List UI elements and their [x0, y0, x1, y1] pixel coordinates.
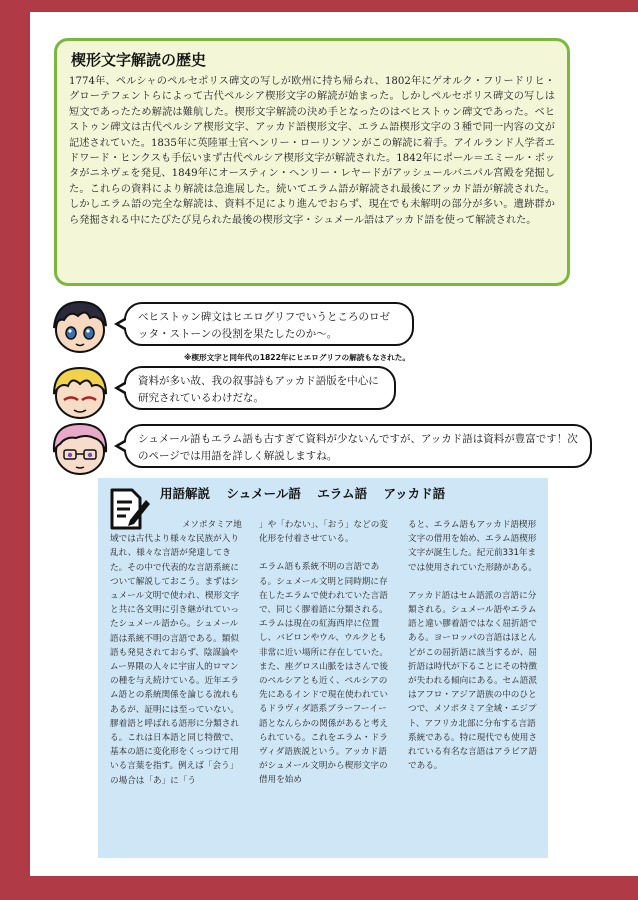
speech-bubble-2: 資料が多い故、我の叙事詩もアッカド語版を中心に研究されているわけだな。: [124, 366, 396, 410]
speech-bubble-1: ベヒストゥン碑文はヒエログリフでいうところのロゼッタ・ストーンの役割を果たしたのか～。: [124, 302, 414, 346]
blonde-boy-icon: [46, 362, 114, 422]
history-body: 1774年、ペルシャのペルセポリス碑文の写しが欧州に持ち帰られ、1802年にゲオルク・フリードリヒ・グローテフェントらによって古代ペルシア楔形文字の解読が始まった。しかしペルセポリス碑文の写しは短文であったため解読は難航した。楔形文字解読の決め手となったのはベヒストゥン碑文であった。ベヒストゥン碑文は古代ペルシア楔形文字、アッカド語楔形文字、エラム語楔形文字の３種で同一内容の文が記述されていた。1835年に英陸軍士官ヘンリー・ローリンソンがこの解読に着手。アイルランド人学者エドワード・ヒンクスも手伝いまず古代ペルシア楔形文字が解読された。1842年にポール＝エミール・ボッタがニネヴェを発見、1849年にオースティン・ヘンリー・レヤードがアッシュールバニパル宮殿を発掘した。これらの資料により解読は急進展した。続いてエラム語が解読され最後にアッカド語が解読された。しかしエラム語の完全な解読は、資料不足により進んでおらず、現在でも未解明の部分が多い。遺跡群から発掘される中にたびたび見られた最後の楔形文字・シュメール語はアッカド語を使って解読された。: [69, 76, 555, 226]
speech-bubble-3: シュメール語もエラム語も古すぎて資料が少ないんですが、アッカド語は資料が豊富です！次のページでは用語を詳しく解説しますね。: [124, 424, 592, 468]
glossary-label: 用語解説: [160, 486, 211, 501]
glossary-column-3: [408, 518, 540, 802]
glossary-term-elamite: エラム語: [317, 486, 368, 501]
glossary-text: メソポタミア地域では古代より様々な民族が入り乱れ、様々な言語が発達してきた。その中で代表的な言語系統について解説しておこう。まずはシュメール文明で使われ、楔形文字と共に各文明に引き継がれていったシュメール語から。シュメール語は系統不明の言語である。類似語も発見されておらず、陰謀論やムー界隈の人々に宇宙人的ロマンの種を与え続けている。近年エラム語との系統関係を論じる流れもあるが、証明には至っていない。膠着語と呼ばれる語形に分類される。これは日本語と同じ特徴で、基本の語に変化形をくっつけて用いる言葉を指す。例えば「会う」の場合は「あ」に「う: [110, 520, 242, 786]
footnote: ※楔形文字と同年代の1822年にヒエログリフの解読もなされた。: [184, 353, 410, 362]
frame-corner: [626, 12, 638, 24]
glossary-column-2: [259, 518, 391, 802]
history-box: [54, 38, 570, 286]
glossary-paragraph: ると、エラム語もアッカド語楔形文字の借用を始め、エラム語楔形文字が誕生した。紀元前331年までは使用されていた形跡がある。: [408, 520, 537, 573]
black-haired-boy-icon: [46, 296, 114, 356]
glossary-column-1: [110, 518, 242, 802]
history-title: 楔形文字解読の歴史: [71, 51, 207, 69]
glossary-paragraph: 」や「わない」、「おう」などの変化形を付着させている。: [259, 520, 388, 545]
glossary-paragraph: [110, 518, 242, 788]
pink-haired-girl-icon: [46, 418, 114, 478]
glossary-box: [98, 478, 548, 858]
glossary-paragraph: エラム語も系統不明の言語である。シュメール文明と同時期に存在したエラムで使われていた言語で、同じく膠着語に分類される。エラムは現在の紅海西岸に位置し、バビロンやウル、ウルクとも非常に近い場所に存在していた。また、座グロス山脈をはさんで後のペルシアとも近く、ペルシアの先にあるインドで現在使われているドラヴィダ語系ブラーフーイー語となんらかの関係があると考えられている。これをエラム・ドラヴィダ語族説という。アッカド語がシュメール文明から楔形文字の借用を始め: [259, 562, 388, 786]
glossary-paragraph: アッカド語はセム語派の言語に分類される。シュメール語やエラム語と違い膠着語ではなく屈折語である。ヨーロッパの言語はほとんどがこの屈折語に該当するが、屈折語は時代が下ることにその特徴が失われる傾向にある。セム語派はアフロ・アジア語族の中のひとつで、メソポタミア全域・エジプト、アフリカ北部に分布する言語系統である。特に現代でも使用されている有名な言語はアラビア語である。: [408, 590, 537, 772]
glossary-heading: [160, 484, 457, 502]
glossary-columns: [110, 518, 540, 802]
glossary-term-akkadian: アッカド語: [383, 486, 446, 501]
glossary-term-sumerian: シュメール語: [226, 486, 301, 501]
